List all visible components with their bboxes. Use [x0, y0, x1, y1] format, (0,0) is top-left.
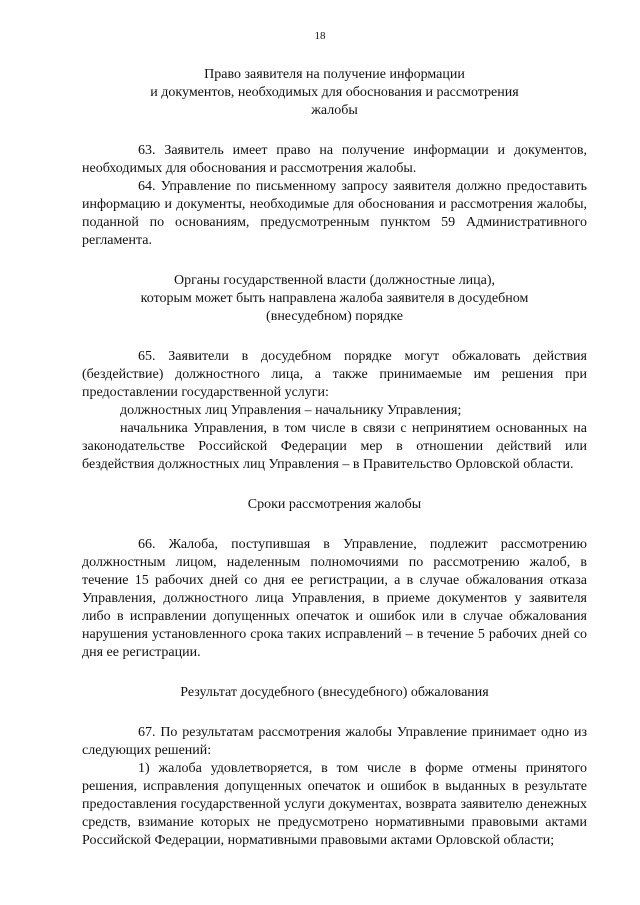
paragraph-67: 67. По результатам рассмотрения жалобы Управление принимает одно из следующих решений:	[82, 725, 587, 758]
section-heading-appeal-result: Результат досудебного (внесудебного) обжалования	[180, 685, 489, 700]
paragraph-66: 66. Жалоба, поступившая в Управление, подлежит рассмотрению должностным лицом, наделенным полномочиями по рассмотрению жалоб, в течение 15 рабочих дней со дня ее регистрации, а в случае обжалования отказа Управления, должностного лица Управления, в приеме документов у заявителя либо в исправлении допущенных опечаток и ошибок или в случае обжалования нарушения установленного срока таких исправлений – в течение 5 рабочих дней со дня ее регистрации.	[82, 537, 587, 660]
paragraph-65-item-1: должностных лиц Управления – начальнику Управления;	[120, 403, 462, 418]
paragraph-63: 63. Заявитель имеет право на получение информации и документов, необходимых для обоснования и рассмотрения жалобы.	[82, 143, 587, 176]
document-body	[82, 66, 587, 850]
paragraph-64: 64. Управление по письменному запросу заявителя должно предоставить информацию и документы, необходимые для обоснования и рассмотрения жалобы, поданной по основаниям, предусмотренным пунктом 59 Административного регламента.	[82, 179, 587, 248]
page-number: 18	[314, 30, 326, 42]
paragraph-67-item-1: 1) жалоба удовлетворяется, в том числе в форме отмены принятого решения, исправления допущенных опечаток и ошибок в выданных в результате предоставления государственной услуги документах, возврата заявителю денежных средств, взимание которых не предусмотрено нормативными правовыми актами Российской Федерации, нормативными правовыми актами Орловской области;	[82, 761, 587, 848]
paragraph-65: 65. Заявители в досудебном порядке могут обжаловать действия (бездействие) должностного лица, а также принимаемые им решения при предоставлении государственной услуги:	[82, 349, 587, 400]
section-heading-review-terms: Сроки рассмотрения жалобы	[247, 497, 422, 512]
section-heading-authorities: Органы государственной власти (должностные лица), которым может быть направлена жалоба заявителя в досудебном (внесудебном) порядке	[140, 273, 529, 324]
paragraph-65-item-2: начальника Управления, в том числе в связи с непринятием основанных на законодательстве Российской Федерации мер в отношении действий или бездействия должностных лиц Управления – в Правительство Орловской области.	[82, 421, 587, 472]
section-heading-applicant-rights: Право заявителя на получение информации и документов, необходимых для обоснования и рассмотрения жалобы	[150, 67, 519, 118]
